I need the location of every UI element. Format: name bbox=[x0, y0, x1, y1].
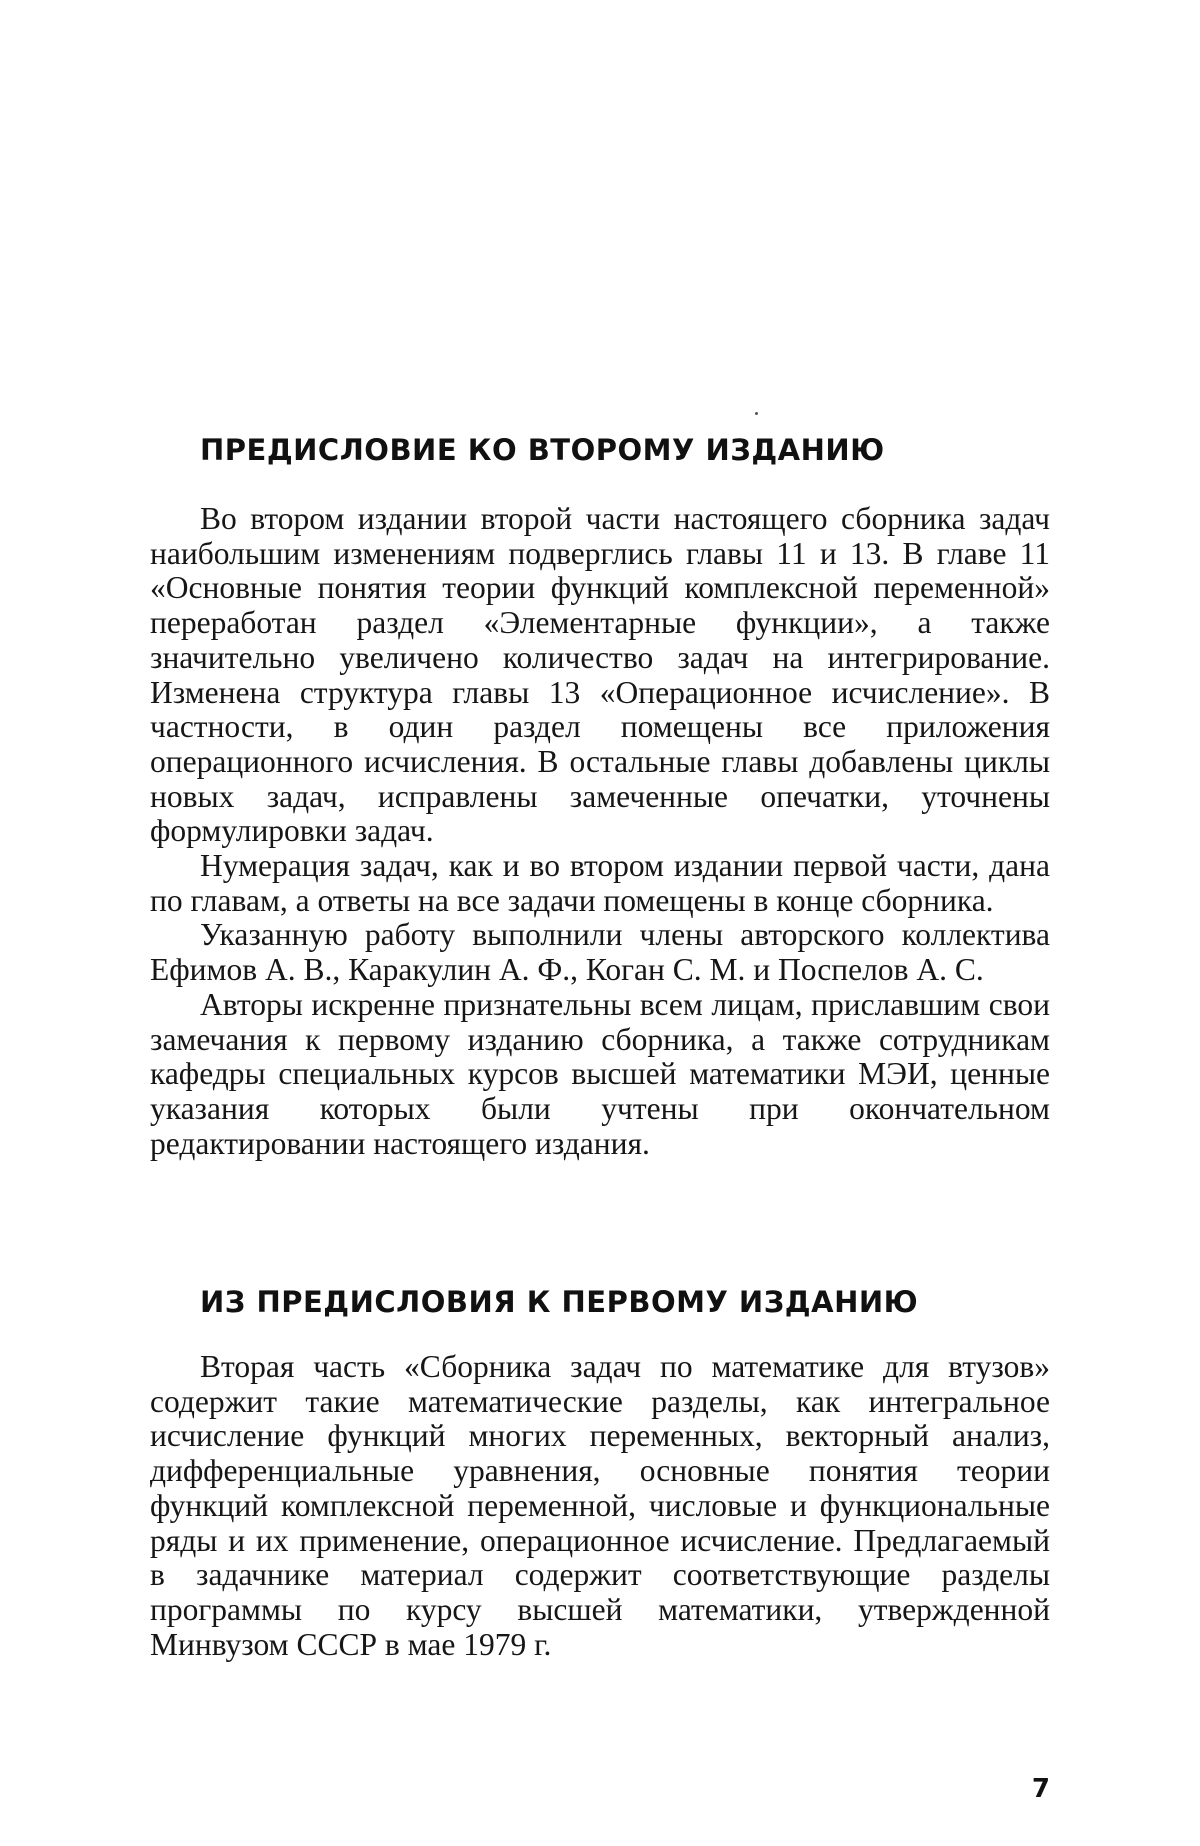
page-number: 7 bbox=[1031, 1774, 1050, 1804]
preface-first-edition bbox=[150, 1282, 1050, 1662]
preface-second-edition bbox=[150, 430, 1050, 1161]
paragraph: Вторая часть «Сборника задач по математике для втузов» содержит такие математические разделы, как интегральное исчисление функций многих переменных, векторный анализ, дифференциальные уравнения, основные понятия теории функций комплексной переменной, числовые и функциональные ряды и их применение, операционное исчисление. Предлагаемый в задачнике материал содержит соответствующие разделы программы по курсу высшей математики, утвержденной Минвузом СССР в мае 1979 г. bbox=[150, 1349, 1050, 1662]
paragraph: Авторы искренне признательны всем лицам, приславшим свои замечания к первому изданию сборника, а также сотрудникам кафедры специальных курсов высшей математики МЭИ, ценные указания которых были учтены при окончательном редактировании настоящего издания. bbox=[150, 986, 1050, 1161]
paragraph: Во втором издании второй части настоящего сборника задач наибольшим изменениям подверглись главы 11 и 13. В главе 11 «Основные понятия теории функций комплексной переменной» переработан раздел «Элементарные функции», а также значительно увеличено количество задач на интегрирование. Изменена структура главы 13 «Операционное исчисление». В частности, в один раздел помещены все приложения операционного исчисления. В остальные главы добавлены циклы новых задач, исправлены замеченные опечатки, уточнены формулировки задач. bbox=[150, 501, 1050, 849]
paragraph: Нумерация задач, как и во втором издании первой части, дана по главам, а ответы на все задачи помещены в конце сборника. bbox=[150, 848, 1050, 918]
print-speck bbox=[755, 412, 758, 415]
section-title: ИЗ ПРЕДИСЛОВИЯ К ПЕРВОМУ ИЗДАНИЮ bbox=[200, 1285, 919, 1319]
section-title: ПРЕДИСЛОВИЕ КО ВТОРОМУ ИЗДАНИЮ bbox=[200, 433, 885, 467]
paragraph: Указанную работу выполнили члены авторского коллектива Ефимов А. В., Каракулин А. Ф., Коган С. М. и Поспелов А. С. bbox=[150, 917, 1050, 988]
